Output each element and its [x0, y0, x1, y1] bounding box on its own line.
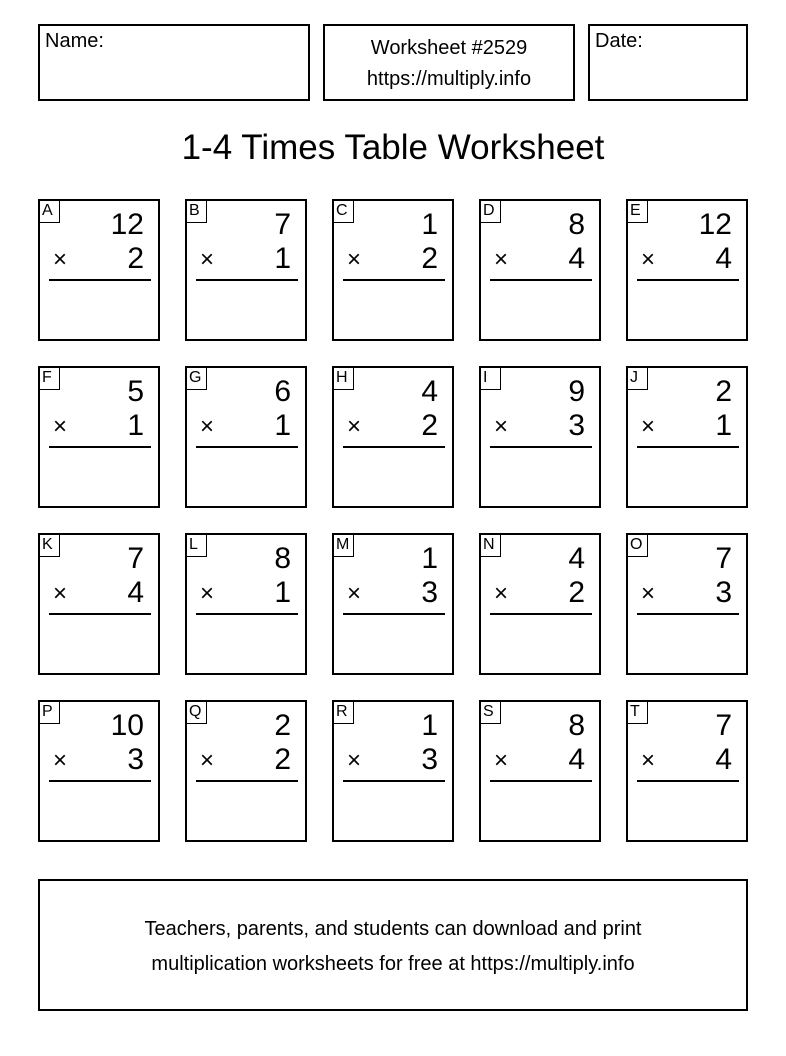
times-icon: × — [641, 580, 656, 607]
multiplicand: 8 — [568, 709, 585, 742]
times-icon: × — [347, 580, 362, 607]
answer-line — [637, 780, 739, 782]
problem-letter: S — [481, 702, 501, 724]
multiplier: 2 — [127, 242, 144, 275]
answer-line — [343, 780, 445, 782]
multiplicand: 1 — [421, 542, 438, 575]
multiplier: 1 — [274, 242, 291, 275]
answer-line — [343, 446, 445, 448]
multiplier: 3 — [421, 743, 438, 776]
multiplicand: 7 — [715, 542, 732, 575]
multiplier: 1 — [715, 409, 732, 442]
multiplier: 3 — [715, 576, 732, 609]
multiplicand: 5 — [127, 375, 144, 408]
problem-card[interactable] — [185, 533, 307, 675]
problem-card[interactable] — [38, 700, 160, 842]
times-icon: × — [641, 246, 656, 273]
worksheet-number: Worksheet #2529 — [370, 37, 528, 59]
problem-letter: C — [334, 201, 354, 223]
multiplicand: 9 — [568, 375, 585, 408]
multiplier: 1 — [274, 576, 291, 609]
multiplier: 1 — [274, 409, 291, 442]
multiplicand: 12 — [698, 208, 732, 241]
problem-card[interactable] — [185, 199, 307, 341]
problem-card[interactable] — [479, 366, 601, 508]
problem-card[interactable] — [479, 700, 601, 842]
multiplicand: 8 — [568, 208, 585, 241]
problem-card[interactable] — [38, 199, 160, 341]
problem-letter: I — [481, 368, 501, 390]
problem-card[interactable] — [479, 199, 601, 341]
problem-letter: D — [481, 201, 501, 223]
problem-card[interactable] — [626, 199, 748, 341]
times-icon: × — [53, 747, 68, 774]
problem-card[interactable] — [185, 366, 307, 508]
problem-letter: A — [40, 201, 60, 223]
problem-card[interactable] — [626, 533, 748, 675]
multiplier: 4 — [715, 242, 732, 275]
problem-letter: F — [40, 368, 60, 390]
multiplicand: 10 — [110, 709, 144, 742]
problem-card[interactable] — [626, 700, 748, 842]
answer-line — [490, 780, 592, 782]
page-title: 1-4 Times Table Worksheet — [181, 128, 605, 167]
multiplier: 2 — [568, 576, 585, 609]
multiplier: 3 — [127, 743, 144, 776]
problem-letter: B — [187, 201, 207, 223]
answer-line — [196, 279, 298, 281]
worksheet-info-box — [323, 24, 575, 101]
answer-line — [196, 613, 298, 615]
times-icon: × — [200, 580, 215, 607]
multiplicand: 2 — [715, 375, 732, 408]
date-box[interactable] — [588, 24, 748, 101]
times-icon: × — [347, 747, 362, 774]
multiplier: 2 — [421, 242, 438, 275]
problem-card[interactable] — [332, 533, 454, 675]
answer-line — [49, 780, 151, 782]
times-icon: × — [494, 747, 509, 774]
times-icon: × — [494, 246, 509, 273]
multiplicand: 1 — [421, 709, 438, 742]
answer-line — [49, 279, 151, 281]
problem-card[interactable] — [626, 366, 748, 508]
times-icon: × — [641, 413, 656, 440]
problem-letter: J — [628, 368, 648, 390]
answer-line — [343, 613, 445, 615]
answer-line — [196, 780, 298, 782]
multiplier: 4 — [568, 242, 585, 275]
multiplicand: 7 — [715, 709, 732, 742]
problem-card[interactable] — [38, 366, 160, 508]
multiplicand: 2 — [274, 709, 291, 742]
multiplier: 3 — [421, 576, 438, 609]
multiplicand: 4 — [421, 375, 438, 408]
problem-letter: G — [187, 368, 207, 390]
multiplicand: 7 — [127, 542, 144, 575]
name-box[interactable] — [38, 24, 310, 101]
multiplier: 4 — [715, 743, 732, 776]
problem-letter: K — [40, 535, 60, 557]
multiplicand: 6 — [274, 375, 291, 408]
name-label: Name: — [45, 30, 104, 52]
answer-line — [490, 279, 592, 281]
answer-line — [343, 279, 445, 281]
multiplicand: 8 — [274, 542, 291, 575]
footer-text-line-2: multiplication worksheets for free at https://multiply.info — [151, 953, 635, 975]
date-label: Date: — [595, 30, 643, 52]
problem-card[interactable] — [38, 533, 160, 675]
problem-card[interactable] — [479, 533, 601, 675]
times-icon: × — [494, 580, 509, 607]
times-icon: × — [53, 580, 68, 607]
multiplicand: 4 — [568, 542, 585, 575]
multiplier: 3 — [568, 409, 585, 442]
problem-letter: E — [628, 201, 648, 223]
multiplicand: 7 — [274, 208, 291, 241]
multiplier: 1 — [127, 409, 144, 442]
problem-letter: R — [334, 702, 354, 724]
multiplicand: 12 — [110, 208, 144, 241]
problem-letter: Q — [187, 702, 207, 724]
problem-letter: T — [628, 702, 648, 724]
problem-letter: H — [334, 368, 354, 390]
multiplicand: 1 — [421, 208, 438, 241]
times-icon: × — [347, 246, 362, 273]
times-icon: × — [494, 413, 509, 440]
answer-line — [196, 446, 298, 448]
answer-line — [49, 613, 151, 615]
problem-card[interactable] — [332, 366, 454, 508]
times-icon: × — [347, 413, 362, 440]
problem-card[interactable] — [185, 700, 307, 842]
times-icon: × — [53, 413, 68, 440]
answer-line — [49, 446, 151, 448]
times-icon: × — [641, 747, 656, 774]
times-icon: × — [53, 246, 68, 273]
problem-card[interactable] — [332, 700, 454, 842]
footer-text-line-1: Teachers, parents, and students can download and print — [144, 918, 642, 940]
answer-line — [490, 446, 592, 448]
problem-letter: N — [481, 535, 501, 557]
answer-line — [637, 279, 739, 281]
problem-letter: P — [40, 702, 60, 724]
answer-line — [637, 613, 739, 615]
answer-line — [490, 613, 592, 615]
times-icon: × — [200, 413, 215, 440]
answer-line — [637, 446, 739, 448]
problem-card[interactable] — [332, 199, 454, 341]
times-icon: × — [200, 747, 215, 774]
problem-letter: O — [628, 535, 648, 557]
multiplier: 2 — [421, 409, 438, 442]
problem-letter: L — [187, 535, 207, 557]
multiplier: 4 — [568, 743, 585, 776]
multiplier: 2 — [274, 743, 291, 776]
footer-box — [38, 879, 748, 1011]
times-icon: × — [200, 246, 215, 273]
multiplier: 4 — [127, 576, 144, 609]
problem-letter: M — [334, 535, 354, 557]
worksheet-url: https://multiply.info — [366, 68, 532, 90]
